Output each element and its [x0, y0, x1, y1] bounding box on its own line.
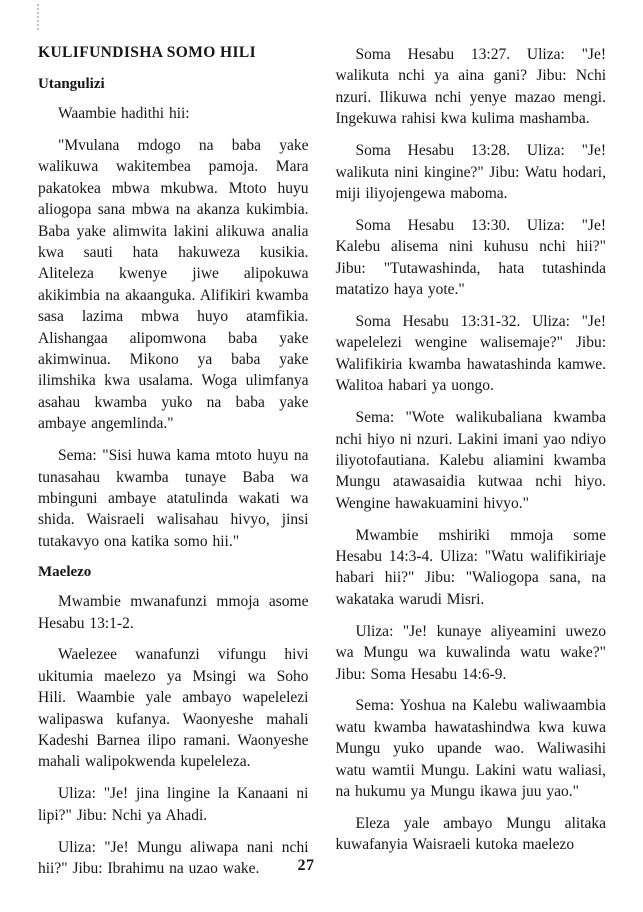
right-column: [336, 44, 607, 890]
paragraph: Soma Hesabu 13:31-32. Uliza: "Je! wapelelezi wengine walisemaje?" Jibu: Walifikiria kwamba hawatashinda kamwe. Walitoa habari ya uongo.: [335, 312, 606, 395]
paragraph: Soma Hesabu 13:27. Uliza: "Je! walikuta nchi ya aina gani? Jibu: Nchi nzuri. Ilikuwa nchi yenye mazao mengi. Ingekuwa rahisi kwa kulima mashamba.: [335, 46, 606, 128]
page-title: KULIFUNDISHA SOMO HILI: [38, 44, 257, 61]
section-heading-utangulizi: Utangulizi: [38, 76, 105, 92]
page-number: 27: [297, 857, 315, 874]
paragraph: Soma Hesabu 13:30. Uliza: "Je! Kalebu alisema nini kuhusu nchi hii?" Jibu: "Tutawashinda, hata tutashinda matatizo haya yote.": [335, 216, 606, 299]
section-heading-maelezo: Maelezo: [38, 564, 92, 581]
paragraph: Uliza: "Je! jina lingine la Kanaani ni lipi?" Jibu: Nchi ya Ahadi.: [38, 785, 309, 824]
paragraph: Uliza: "Je! kunaye aliyeamini uwezo wa Mungu wa kuwalinda watu wake?" Jibu: Soma Hesabu 14:6-9.: [335, 622, 606, 683]
paragraph: Sema: "Wote walikubaliana kwamba nchi hiyo ni nzuri. Lakini imani yao ndiyo iliyotofautiana. Kalebu aliamini kwamba Mungu atawasaidia kutwaa nchi hiyo. Wengine hawakuamini hivyo.": [335, 409, 606, 512]
paragraph: Sema: Yoshua na Kalebu waliwaambia watu kwamba hawatashindwa kwa kuwa Mungu yuko upande wao. Waliwasihi watu wamtii Mungu. Lakini watu waliasi, na hukumu ya Mungu ikawa juu yao.": [335, 697, 606, 801]
paragraph: Mwambie mwanafunzi mmoja asome Hesabu 13:1-2.: [38, 593, 309, 632]
paragraph: Soma Hesabu 13:28. Uliza: "Je! walikuta nini kingine?" Jibu: Watu hodari, miji iliyojengewa maboma.: [335, 142, 606, 202]
scan-artifact: [37, 4, 39, 30]
paragraph: Mwambie mshiriki mmoja some Hesabu 14:3-4. Uliza: "Watu walifikiriaje habari hii?" Jibu: "Waliogopa sana, na wakataka warudi Misri.: [335, 526, 606, 608]
paragraph: "Mvulana mdogo na baba yake walikuwa wakitembea pamoja. Mara pakatokea mbwa mkubwa. Mtoto huyu aliogopa sana mbwa na akanza kukimbia. Baba yake alimwita lakini alikuwa analia kwa sauti hata hakuweza kusikia. Aliteleza kwenye jiwe alipokuwa akikimbia na akaanguka. Alifikiri kwamba sasa lazima mbwa huyo atamfikia. Alishangaa alipomwona baba yake akimwinua. Mikono ya baba yake ilimshika kwa usalama. Woga ulimfanya asahau kwamba yuko na baba yake ambaye angemlinda.": [38, 136, 309, 433]
paragraph: Eleza yale ambayo Mungu alitaka kuwafanyia Waisraeli kutoka maelezo: [335, 815, 606, 854]
paragraph: Waelezee wanafunzi vifungu hivi ukitumia maelezo ya Msingi wa Soho Hili. Waambie yale ambayo wapelelezi walipaswa kufanya. Waonyeshe mahali Kadeshi Barnea ilipo ramani. Waonyeshe mahali walipokwenda kupeleleza.: [38, 646, 309, 771]
paragraph: Uliza: "Je! Mungu aliwapa nani nchi hii?" Jibu: Ibrahimu na uzao wake.: [38, 838, 309, 878]
paragraph: Sema: "Sisi huwa kama mtoto huyu na tunasahau kwamba tunaye Baba wa mbinguni ambaye atatulinda wakati wa shida. Waisraeli walisahau hivyo, jinsi tutakavyo ona katika somo hii.": [38, 447, 309, 550]
left-column: [38, 44, 309, 890]
paragraph: Waambie hadithi hii:: [58, 105, 190, 122]
two-column-layout: [38, 44, 606, 890]
